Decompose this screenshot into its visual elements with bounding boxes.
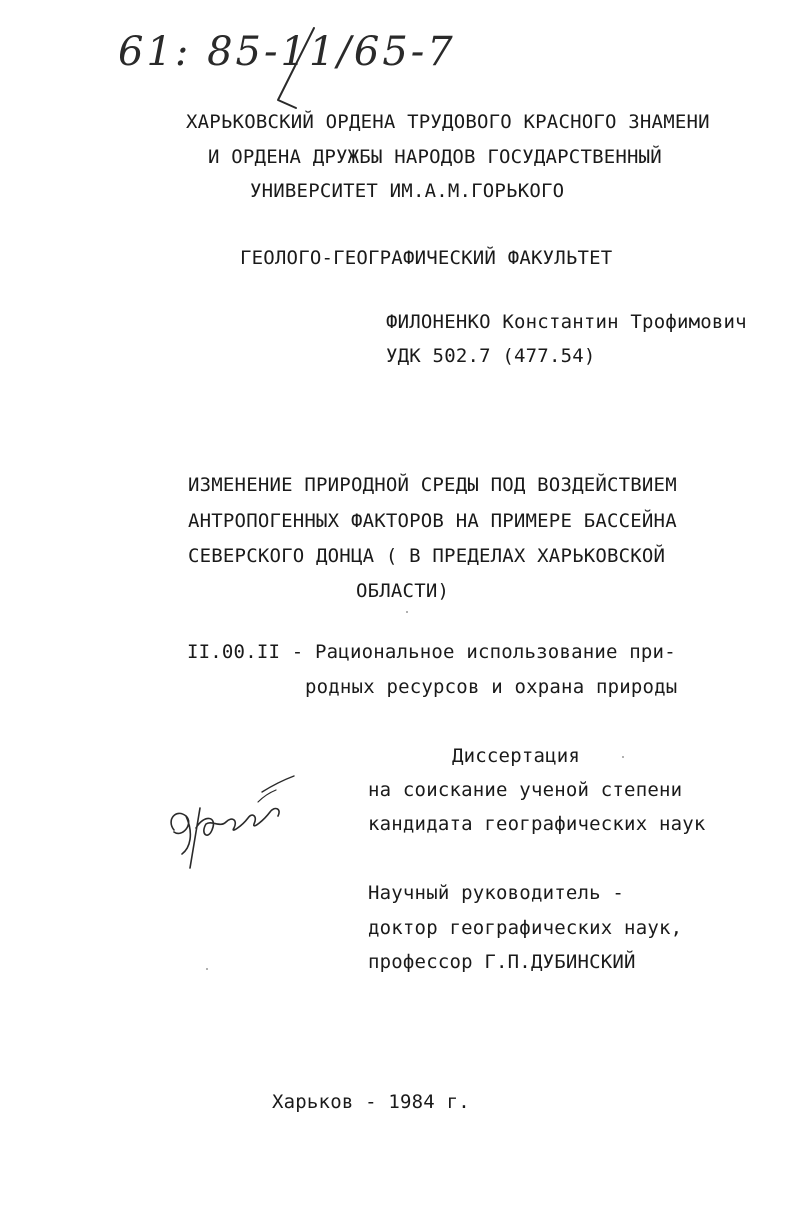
title-line-3: СЕВЕРСКОГО ДОНЦА ( В ПРЕДЕЛАХ ХАРЬКОВСКОЙ [188,545,666,567]
faculty-name: ГЕОЛОГО-ГЕОГРАФИЧЕСКИЙ ФАКУЛЬТЕТ [240,247,613,269]
title-line-4: ОБЛАСТИ) [356,580,450,602]
degree-line-2: кандидата географических наук [368,813,706,835]
dissertation-label: Диссертация [452,745,581,767]
supervisor-degree: доктор географических наук, [368,917,683,939]
udk-code: УДК 502.7 (477.54) [386,345,596,367]
supervisor-name: профессор Г.П.ДУБИНСКИЙ [368,951,636,973]
scan-speck [406,611,408,613]
title-line-2: АНТРОПОГЕННЫХ ФАКТОРОВ НА ПРИМЕРЕ БАССЕЙНА [188,510,677,532]
archive-code: 61: 85-11/65-7 [118,29,456,75]
title-line-1: ИЗМЕНЕНИЕ ПРИРОДНОЙ СРЕДЫ ПОД ВОЗДЕЙСТВИЕМ [188,474,677,496]
supervisor-label: Научный руководитель - [368,882,625,904]
city-year: Харьков - 1984 г. [272,1091,470,1113]
scan-speck [622,756,624,758]
handwritten-signature [160,772,300,882]
university-line-2: И ОРДЕНА ДРУЖБЫ НАРОДОВ ГОСУДАРСТВЕННЫЙ [208,146,662,168]
university-line-1: ХАРЬКОВСКИЙ ОРДЕНА ТРУДОВОГО КРАСНОГО ЗНАМЕНИ [186,111,710,133]
author-name: ФИЛОНЕНКО Константин Трофимович [386,311,747,333]
university-line-3: УНИВЕРСИТЕТ ИМ.А.М.ГОРЬКОГО [250,180,565,202]
scan-speck [206,968,208,970]
degree-line-1: на соискание ученой степени [368,779,683,801]
handwritten-slash-mark [270,22,318,112]
specialty-line-2: родных ресурсов и охрана природы [305,676,678,698]
specialty-line-1: II.00.II - Рациональное использование при- [187,641,676,663]
